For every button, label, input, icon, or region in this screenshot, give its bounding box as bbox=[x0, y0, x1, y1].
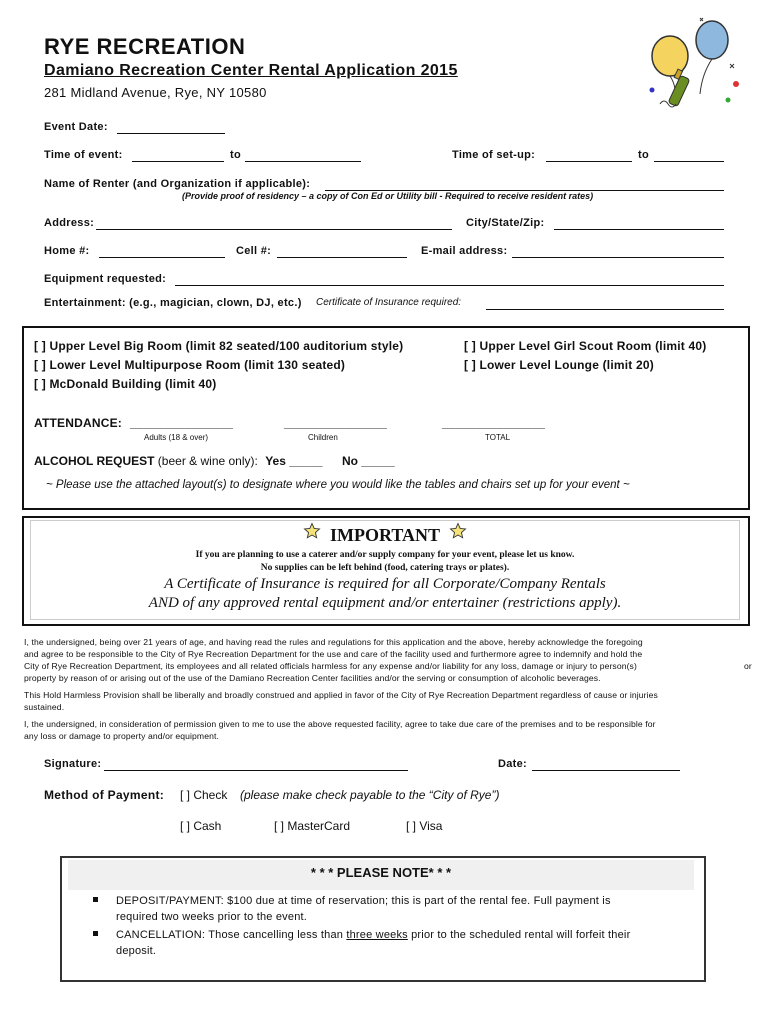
time-of-event-label: Time of event: bbox=[44, 149, 123, 161]
insurance-notice-1: A Certificate of Insurance is required for all Corporate/Company Rentals bbox=[164, 576, 606, 592]
cell-phone-field[interactable] bbox=[277, 257, 407, 258]
payment-method-label: Method of Payment: bbox=[44, 788, 165, 802]
payment-visa-option[interactable]: [ ] Visa bbox=[406, 819, 443, 833]
insurance-notice-2: AND of any approved rental equipment and/or entertainer (restrictions apply). bbox=[148, 595, 622, 611]
supplies-notice: No supplies can be left behind (food, catering trays or plates). bbox=[260, 563, 510, 573]
event-date-label: Event Date: bbox=[44, 121, 108, 133]
room-option-upper-big[interactable]: [ ] Upper Level Big Room (limit 82 seated/100 auditorium style) bbox=[34, 339, 404, 353]
page-subtitle: Damiano Recreation Center Rental Application 2015 bbox=[44, 62, 458, 79]
payment-cash-option[interactable]: [ ] Cash bbox=[180, 819, 222, 833]
layout-instruction: ~ Please use the attached layout(s) to designate where you would like the tables and chairs set up for your event ~ bbox=[46, 479, 630, 491]
equipment-field[interactable] bbox=[175, 285, 724, 286]
square-bullet-icon bbox=[93, 931, 98, 936]
room-option-lower-multipurpose[interactable]: [ ] Lower Level Multipurpose Room (limit 130 seated) bbox=[34, 358, 346, 372]
children-caption: Children bbox=[308, 433, 338, 442]
cancellation-note-line2: deposit. bbox=[116, 945, 157, 957]
balloons-champagne-clipart bbox=[640, 14, 752, 114]
city-state-zip-field[interactable] bbox=[554, 229, 724, 230]
deposit-note-line1: DEPOSIT/PAYMENT: $100 due at time of reservation; this is part of the rental fee. Full payment is bbox=[116, 895, 611, 907]
event-end-field[interactable] bbox=[245, 161, 361, 162]
setup-start-field[interactable] bbox=[546, 161, 632, 162]
caterer-notice: If you are planning to use a caterer and/or supply company for your event, please let us know. bbox=[195, 550, 575, 560]
legal-p3-line2: any loss or damage to property and/or equipment. bbox=[24, 731, 219, 741]
children-count-field[interactable]: _______________ bbox=[284, 416, 388, 430]
entertainment-label: Entertainment: (e.g., magician, clown, DJ, etc.) bbox=[44, 297, 302, 309]
signature-field[interactable] bbox=[104, 770, 408, 771]
legal-p1-line3: City of Rye Recreation Department, its employees and all related officials harmless for any expense and/or liability for any loss, damage or injury to person(s) bbox=[24, 661, 637, 671]
adults-caption: Adults (18 & over) bbox=[144, 433, 209, 442]
cancellation-three-weeks: three weeks bbox=[346, 929, 408, 941]
deposit-note-line2: required two weeks prior to the event. bbox=[116, 911, 308, 923]
cancellation-text-a: CANCELLATION: Those cancelling less than bbox=[116, 929, 347, 941]
total-caption: TOTAL bbox=[485, 433, 511, 442]
cancellation-text-b: prior to the scheduled rental will forfeit their bbox=[407, 929, 631, 941]
setup-end-field[interactable] bbox=[654, 161, 724, 162]
payment-mastercard-option[interactable]: [ ] MasterCard bbox=[274, 819, 351, 833]
legal-p2-line2: sustained. bbox=[24, 702, 65, 712]
facility-address: 281 Midland Avenue, Rye, NY 10580 bbox=[44, 85, 267, 100]
legal-p2-line1: This Hold Harmless Provision shall be liberally and broadly construed and applied in favor of the City of Rye Recreation Department regardless of cause or injuries bbox=[24, 690, 658, 700]
alcohol-yes-field[interactable]: Yes _____ bbox=[265, 454, 323, 468]
setup-time-label: Time of set-up: bbox=[452, 149, 536, 161]
cancellation-note-line1 bbox=[116, 927, 630, 943]
email-field[interactable] bbox=[512, 257, 724, 258]
room-option-girl-scout[interactable]: [ ] Upper Level Girl Scout Room (limit 40) bbox=[464, 339, 707, 353]
payment-check-option[interactable]: [ ] Check bbox=[180, 788, 228, 802]
event-date-field[interactable] bbox=[117, 133, 225, 134]
address-field[interactable] bbox=[96, 229, 452, 230]
room-option-mcdonald[interactable]: [ ] McDonald Building (limit 40) bbox=[34, 377, 217, 391]
legal-p1-or: or bbox=[744, 661, 752, 671]
to-label-2: to bbox=[638, 149, 649, 161]
email-label: E-mail address: bbox=[421, 245, 508, 257]
check-payable-note: (please make check payable to the “City of Rye”) bbox=[240, 788, 500, 802]
renter-name-label: Name of Renter (and Organization if applicable): bbox=[44, 178, 311, 190]
home-phone-label: Home #: bbox=[44, 245, 90, 257]
room-option-lounge[interactable]: [ ] Lower Level Lounge (limit 20) bbox=[464, 358, 654, 372]
equipment-label: Equipment requested: bbox=[44, 273, 167, 285]
star-icon bbox=[303, 522, 321, 540]
city-state-zip-label: City/State/Zip: bbox=[466, 217, 545, 229]
entertainment-field[interactable] bbox=[486, 309, 724, 310]
legal-p3-line1: I, the undersigned, in consideration of permission given to me to use the above requested facility, agree to take due care of the premises and to be responsible for bbox=[24, 719, 656, 729]
alcohol-request-label: ALCOHOL REQUEST bbox=[34, 454, 155, 468]
legal-p1-line2: and agree to be responsible to the City of Rye Recreation Department for the use and care of the facility used and furthermore agree to indemnify and hold the bbox=[24, 649, 643, 659]
square-bullet-icon bbox=[93, 897, 98, 902]
event-start-field[interactable] bbox=[132, 161, 224, 162]
alcohol-detail: (beer & wine only): bbox=[157, 454, 258, 468]
legal-p1-line4: property by reason of or arising out of the use of the Damiano Recreation Center facilities and/or the serving or consumption of alcoholic beverages. bbox=[24, 673, 601, 683]
page-title: RYE RECREATION bbox=[44, 34, 246, 59]
attendance-label: ATTENDANCE: bbox=[34, 416, 122, 430]
signature-date-label: Date: bbox=[498, 758, 528, 770]
address-label: Address: bbox=[44, 217, 95, 229]
total-count-field[interactable]: _______________ bbox=[442, 416, 546, 430]
home-phone-field[interactable] bbox=[99, 257, 225, 258]
adults-count-field[interactable]: _______________ bbox=[130, 416, 234, 430]
legal-p1-line1: I, the undersigned, being over 21 years of age, and having read the rules and regulations for this application and the above, hereby acknowledge the foregoing bbox=[24, 637, 643, 647]
insurance-required-note: Certificate of Insurance required: bbox=[316, 297, 462, 308]
please-note-heading: * * * PLEASE NOTE* * * bbox=[310, 865, 452, 880]
alcohol-no-field[interactable]: No _____ bbox=[341, 454, 395, 468]
star-icon bbox=[449, 522, 467, 540]
signature-date-field[interactable] bbox=[532, 770, 680, 771]
residency-proof-note: (Provide proof of residency – a copy of Con Ed or Utility bill - Required to receive resident rates) bbox=[182, 191, 594, 201]
alcohol-request-row bbox=[34, 454, 395, 468]
signature-label: Signature: bbox=[44, 758, 102, 770]
to-label: to bbox=[230, 149, 241, 161]
cell-phone-label: Cell #: bbox=[236, 245, 272, 257]
important-heading: IMPORTANT bbox=[330, 525, 441, 545]
